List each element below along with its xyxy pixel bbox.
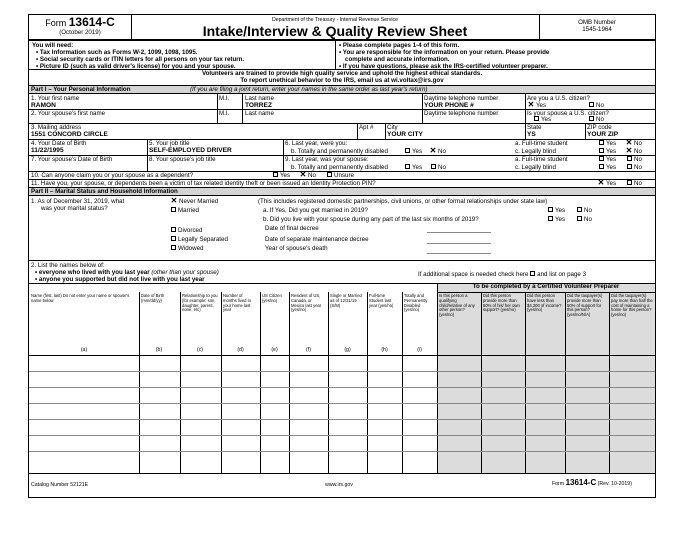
city-label: City (387, 124, 398, 131)
spouse-fulltime-no-label: No (634, 156, 642, 163)
footer-revision: (Rev. 10-2019) (597, 481, 632, 487)
col-d-header: Number of months lived in your home last year (223, 293, 251, 313)
volunteers-statement: Volunteers are trained to provide high quality service and uphold the highest ethical standards. (201, 70, 483, 77)
col-g-header: Single or Married as of 12/31/19 (S/M) (330, 293, 362, 308)
checkbox-icon (627, 156, 632, 161)
col-m-header: Did the taxpayer(s) provide more than 50% of support for this person? (yes/no/N/A) (567, 293, 603, 318)
checkbox-icon (534, 116, 539, 121)
lived-with-spouse-yes-label: Yes (555, 216, 566, 223)
divorced-label: Divorced (178, 227, 203, 234)
part1-subtitle: (If you are filing a joint return, enter your names in the same order as last year's return) (190, 86, 428, 93)
checkbox-icon (405, 148, 410, 153)
disabled-no[interactable] (429, 148, 446, 155)
separated-note: Date of separate maintenance decree (265, 236, 369, 243)
col-b-header: Date of Birth (mm/dd/yy) (141, 293, 165, 303)
checkbox-icon (599, 164, 604, 169)
blind-yes-label: Yes (606, 148, 617, 155)
checkbox-icon (405, 164, 410, 169)
lived-with-spouse-no[interactable] (577, 216, 592, 223)
table-row[interactable] (29, 387, 655, 388)
legally-separated-label: Legally Separated (178, 236, 228, 243)
lived-with-spouse-yes[interactable] (548, 216, 565, 223)
q4-label: 4. Your Date of Birth (31, 140, 87, 147)
citizen-no-label: No (596, 102, 604, 109)
part2-title: Part II – Marital Status and Household Information (31, 188, 178, 195)
irs-website: www.irs.gov (325, 482, 353, 488)
report-statement: To report unethical behavior to the IRS, email us at wi.voltax@irs.gov (240, 77, 444, 84)
col-f-header: Resident of US, Canada, or Mexico last year (yes/no) (291, 293, 322, 313)
dependent-unsure[interactable] (327, 172, 354, 179)
spouse-blind-label: c. Legally blind (515, 164, 556, 171)
checked-x-icon: ✕ (625, 146, 633, 156)
spouse-blind-no[interactable] (627, 164, 642, 171)
city-field[interactable]: YOUR CITY (387, 131, 423, 138)
q9b-label: b. Totally and permanently disabled (291, 164, 388, 171)
checkbox-icon (171, 245, 176, 250)
col-h-header: Full-time Student last year (yes/no) (369, 293, 394, 308)
checked-x-icon: ✕ (299, 170, 307, 180)
spouse-fulltime-label: a. Full-time student (515, 156, 568, 163)
table-row[interactable] (29, 419, 655, 420)
catalog-number: Catalog Number 52121E (31, 482, 89, 488)
everyone-line (35, 269, 219, 276)
blind-no-label: No (634, 148, 642, 155)
col-n-header: Did the taxpayer(s) pay more than half the cost of maintaining a home for this person? (yes/no) (611, 293, 653, 318)
spouse-mi-label: M.I. (219, 110, 230, 117)
last-name-field[interactable]: TORREZ (245, 102, 272, 109)
form-number: 13614-C (68, 15, 115, 29)
q3-label: 3. Mailing address (31, 124, 82, 131)
additional-space-text2: and list on page 3 (537, 271, 587, 278)
col-f-letter: (f) (306, 347, 311, 353)
form-title: Intake/Interview & Quality Review Sheet (202, 23, 468, 39)
spouse-blind-no-label: No (634, 164, 642, 171)
job-title-field[interactable]: SELF-EMPLOYED DRIVER (149, 147, 232, 154)
dependent-yes-label: Yes (280, 172, 291, 179)
first-name-field[interactable]: RAMON (31, 102, 56, 109)
checkbox-icon (627, 164, 632, 169)
table-row[interactable] (29, 403, 655, 404)
spouse-fulltime-yes[interactable] (599, 156, 616, 163)
married-option[interactable] (171, 207, 199, 214)
widowed-label: Widowed (178, 245, 204, 252)
married-label: Married (178, 207, 199, 214)
phone-label: Daytime telephone number (424, 95, 499, 102)
note: complete and accurate information. (345, 56, 450, 63)
dependent-no-label: No (308, 172, 316, 179)
omb-number: 1545-1964 (582, 26, 612, 33)
checkbox-icon (273, 172, 278, 177)
everyone-text: • everyone who lived with you last year (35, 269, 150, 276)
col-e-letter: (e) (271, 347, 278, 353)
form-id-box (29, 17, 131, 36)
omb-label: OMB Number (578, 19, 616, 26)
you-will-need-heading: You will need: (32, 42, 74, 49)
spouse-disabled-yes[interactable] (405, 164, 422, 171)
checked-x-icon: ✕ (527, 100, 535, 110)
address-field[interactable]: 1551 CONCORD CIRCLE (31, 131, 108, 138)
spouse-blind-yes[interactable] (599, 164, 616, 171)
spouse-citizen-label: Is your spouse a U.S. citizen? (527, 110, 609, 117)
spouse-last-name-label: Last name (245, 110, 274, 117)
citizen-yes-label: Yes (536, 102, 547, 109)
legally-separated-option[interactable] (171, 236, 228, 243)
married-2019-no-label: No (584, 207, 592, 214)
fulltime-yes[interactable] (599, 140, 616, 147)
dependent-yes[interactable] (273, 172, 290, 179)
identity-theft-no-label: No (634, 180, 642, 187)
col-a-letter: (a) (80, 347, 88, 353)
part2-header (29, 187, 655, 196)
additional-space-text: If additional space is needed check here (418, 271, 529, 278)
part1-title: Part I – Your Personal Information (31, 86, 131, 93)
disabled-yes-label: Yes (412, 148, 423, 155)
form-13614c (28, 14, 656, 498)
checkbox-icon (171, 236, 176, 241)
col-e-header: US Citizen (yes/no) (262, 293, 282, 303)
anyone-line: • anyone you supported but did not live with you last year (35, 276, 205, 283)
spouse-citizen-yes-label: Yes (541, 116, 552, 123)
zip-label: ZIP code (587, 124, 612, 131)
col-d-letter: (d) (237, 347, 244, 353)
checked-x-icon: ✕ (170, 196, 178, 206)
q10-label: 10. Can anyone claim you or your spouse as a dependent? (31, 172, 194, 179)
state-label: State (527, 124, 542, 131)
department-name: Department of the Treasury - Internal Revenue Service (271, 17, 398, 23)
checkbox-icon (327, 172, 332, 177)
note: • You are responsible for the information on your return. Please provide (339, 49, 550, 56)
spouse-citizen-no[interactable] (589, 116, 604, 123)
married-b-label: b. Did you live with your spouse during any part of the last six months of 2019? (263, 216, 479, 223)
checkbox-icon (589, 102, 594, 107)
apt-label: Apt # (359, 124, 374, 131)
col-i-header: Totally and Permanently Disabled (yes/no) (404, 293, 428, 313)
fulltime-label: a. Full-time student (515, 140, 568, 147)
zip-field[interactable]: YOUR ZIP (587, 131, 619, 138)
q7-label: 7. Your spouse's Date of Birth (31, 156, 113, 163)
additional-space-checkbox[interactable] (530, 271, 535, 276)
checkbox-icon (577, 207, 582, 212)
spouse-disabled-no-label: No (438, 164, 446, 171)
married-2019-yes[interactable] (548, 207, 565, 214)
checkbox-icon (599, 148, 604, 153)
mi-label: M.I. (219, 95, 230, 102)
additional-space (418, 271, 586, 278)
fulltime-no-label: No (634, 140, 642, 147)
col-k-header: Did this person provide more than 50% of his/ her own support? (yes/no) (483, 293, 520, 313)
footer-form-label: Form (552, 481, 565, 487)
married-a-label: a. If Yes, Did you get married in 2019? (263, 207, 368, 214)
spouse-fulltime-yes-label: Yes (606, 156, 617, 163)
q2-label: 2. Your spouse's first name (31, 110, 106, 117)
footer-form-number: 13614-C (565, 478, 597, 487)
widowed-option[interactable] (171, 245, 203, 252)
dob-field[interactable]: 11/22/1995 (31, 147, 64, 154)
fulltime-yes-label: Yes (606, 140, 617, 147)
checked-x-icon: ✕ (429, 146, 437, 156)
marital-q-label2: was your marital status? (41, 205, 108, 212)
never-married-option[interactable] (170, 198, 218, 205)
lived-with-spouse-no-label: No (584, 216, 592, 223)
q6-label: 6. Last year, were you: (285, 140, 348, 147)
footer-form-id (552, 480, 632, 487)
checkbox-icon (171, 207, 176, 212)
q1-label: 1. Your first name (31, 95, 80, 102)
spouse-citizen-yes[interactable] (534, 116, 551, 123)
divorced-note: Date of final decree (265, 225, 319, 232)
q6b-label: b. Totally and permanently disabled (291, 148, 388, 155)
table-row[interactable] (29, 435, 655, 436)
checkbox-icon (599, 156, 604, 161)
identity-theft-yes-label: Yes (606, 180, 617, 187)
checkbox-icon (599, 140, 604, 145)
checkbox-icon (627, 180, 632, 185)
q11-label: 11. Have you, your spouse, or dependents been a victim of tax related identity theft or been issued an Identity Protection PIN? (31, 180, 376, 187)
col-a-header: Name (first, last) Do not enter your name or spouse's name below (31, 293, 130, 303)
blind-yes[interactable] (599, 148, 616, 155)
table-row[interactable] (29, 451, 655, 452)
marital-q-label: 1. As of December 31, 2019, what (31, 198, 125, 205)
dependent-no[interactable] (299, 172, 316, 179)
col-c-letter: (c) (196, 347, 204, 353)
spouse-disabled-no[interactable] (431, 164, 446, 171)
identity-theft-yes[interactable] (597, 180, 616, 187)
col-i-letter: (i) (417, 347, 422, 353)
col-l-header: Did this person have less than $4,200 of income? (yes/no) (527, 293, 562, 313)
spouse-citizen-no-label: No (596, 116, 604, 123)
note: • If you have questions, please ask the IRS-certified volunteer preparer. (339, 63, 548, 70)
form-date: (October 2019) (59, 29, 101, 36)
need-item: • Tax Information such as Forms W-2, 1099, 1098, 1095. (36, 49, 198, 56)
citizen-no[interactable] (589, 102, 604, 109)
note: • Please complete pages 1-4 of this form. (339, 42, 460, 49)
checkbox-icon (589, 116, 594, 121)
table-row[interactable] (29, 371, 655, 372)
part1-header (29, 85, 655, 94)
q8-label: 8. Your spouse's job title (149, 156, 216, 163)
col-h-letter: (h) (381, 347, 388, 353)
q5-label: 5. Your job title (149, 140, 190, 147)
checked-x-icon: ✕ (597, 178, 605, 188)
col-b-letter: (b) (155, 347, 163, 353)
checkbox-icon (548, 216, 553, 221)
checkbox-icon (577, 216, 582, 221)
form-label: Form (45, 18, 67, 28)
phone-field[interactable]: YOUR PHONE # (424, 102, 474, 109)
never-married-label: Never Married (179, 198, 219, 205)
citizen-yes[interactable] (527, 102, 546, 109)
divorced-option[interactable] (171, 227, 202, 234)
checkbox-icon (431, 164, 436, 169)
col-j-header: Is this person a qualifying child/relative of any other person? (yes/no) (439, 293, 475, 318)
list-q-label: 2. List the names below of: (31, 262, 105, 269)
disabled-no-label: No (438, 148, 446, 155)
dependent-unsure-label: Unsure (334, 172, 354, 179)
instructions (339, 42, 651, 70)
q9-label: 9. Last year, was your spouse: (285, 156, 369, 163)
checkbox-icon (171, 227, 176, 232)
married-2019-no[interactable] (577, 207, 592, 214)
blind-no[interactable] (625, 148, 642, 155)
you-will-need (32, 42, 332, 70)
col-g-letter: (g) (344, 347, 351, 353)
state-field[interactable]: YS (527, 131, 536, 138)
spouse-phone-label: Daytime telephone number (424, 110, 499, 117)
married-2019-yes-label: Yes (555, 207, 566, 214)
spouse-blind-yes-label: Yes (606, 164, 617, 171)
last-name-label: Last name (245, 95, 274, 102)
never-married-note: (This includes registered domestic partnerships, civil unions, or other formal relationships under state law) (258, 198, 548, 205)
need-item: • Picture ID (such as valid driver's license) for you and your spouse. (36, 63, 236, 70)
citizen-label: Are you a U.S. citizen? (527, 95, 590, 102)
col-c-header: Relationship to you (for example: son, daughter, parent, none, etc) (182, 293, 218, 313)
blind-label: c. Legally blind (515, 148, 556, 155)
disabled-yes[interactable] (405, 148, 422, 155)
spouse-fulltime-no[interactable] (627, 156, 642, 163)
checkbox-icon (548, 207, 553, 212)
identity-theft-no[interactable] (627, 180, 642, 187)
spouse-disabled-yes-label: Yes (412, 164, 423, 171)
volunteer-header: To be completed by a Certified Volunteer Preparer (437, 283, 655, 293)
everyone-note: (other than your spouse) (151, 269, 219, 276)
widowed-note: Year of spouse's death (265, 245, 328, 252)
need-item: • Social security cards or ITIN letters for all persons on your tax return. (36, 56, 245, 63)
checked-x-icon: ✕ (625, 138, 633, 148)
